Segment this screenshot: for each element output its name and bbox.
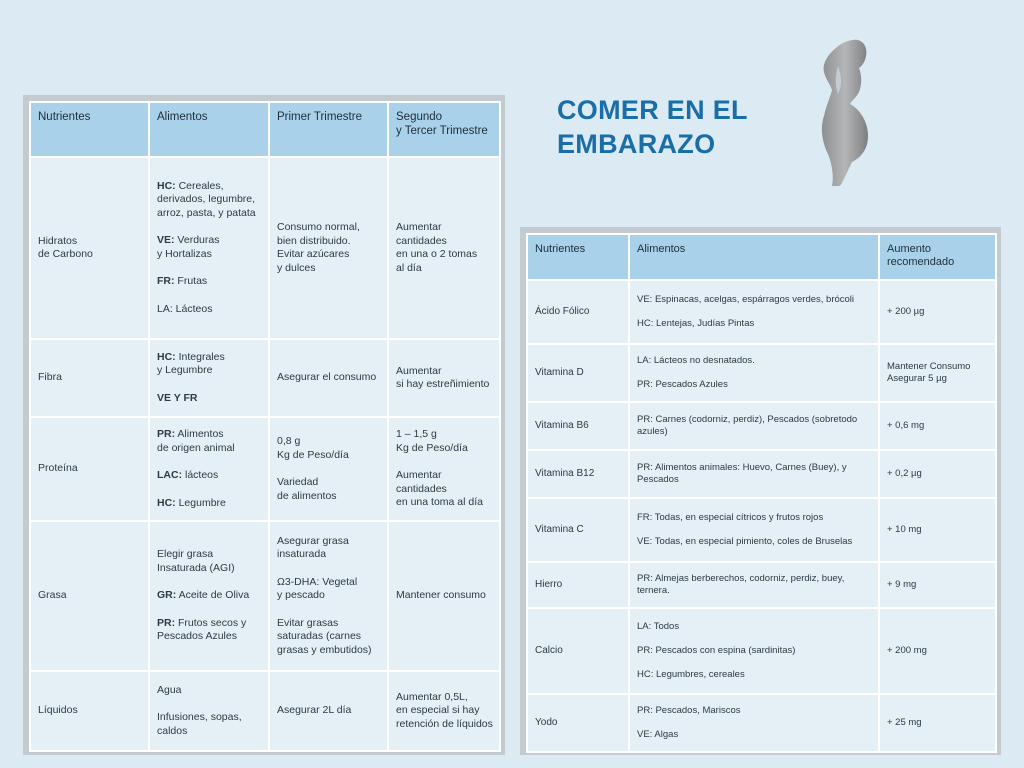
cell-text: VE: Espinacas, acelgas, espárragos verdes, brócoli — [637, 294, 855, 305]
cell-text-bold: PR: — [157, 616, 176, 629]
recommended-increase-cell — [879, 498, 996, 562]
foods-cell — [629, 280, 879, 344]
cell-text: Yodo — [535, 717, 558, 728]
cell-text-part: Alimentos de origen animal — [157, 428, 235, 454]
cell-text: Vitamina C — [535, 524, 584, 535]
cell-text-part: Frutas — [174, 275, 208, 288]
cell-text: Aumentar 0,5L, en especial si hay retención de líquidos — [396, 690, 493, 730]
cell-text: + 25 mg — [887, 717, 922, 728]
foods-cell — [629, 498, 879, 562]
second-third-trimester-cell — [388, 339, 500, 417]
nutrients-trimester-table — [29, 101, 501, 752]
vitamins-minerals-table — [526, 233, 997, 753]
column-header: Alimentos — [149, 102, 269, 157]
cell-text: Ácido Fólico — [535, 306, 590, 317]
cell-text — [157, 234, 262, 261]
cell-text: Evitar grasas saturadas (carnes grasas y embutidos) — [277, 616, 372, 656]
nutrient-cell — [30, 157, 149, 339]
page-title — [557, 93, 748, 161]
cell-text — [157, 589, 262, 603]
recommended-increase-cell — [879, 280, 996, 344]
cell-text: Grasa — [38, 589, 67, 602]
cell-text: 0,8 g Kg de Peso/día — [277, 435, 349, 461]
nutrient-cell — [527, 498, 629, 562]
cell-text-bold: VE Y FR — [157, 391, 198, 404]
second-third-trimester-cell — [388, 157, 500, 339]
cell-text: PR: Carnes (codorniz, perdiz), Pescados (sobretodo azules) — [637, 414, 858, 437]
cell-text-bold: HC: — [157, 350, 176, 363]
vitamins-minerals-table-panel — [520, 227, 1001, 755]
second-third-trimester-cell — [388, 417, 500, 521]
column-header: Segundo y Tercer Trimestre — [388, 102, 500, 157]
nutrient-cell — [527, 608, 629, 694]
nutrient-cell — [30, 339, 149, 417]
cell-text — [157, 711, 262, 738]
table-row — [30, 339, 500, 417]
cell-text-part: Frutos secos y Pescados Azules — [157, 616, 247, 643]
cell-text-bold: FR: — [157, 275, 175, 288]
cell-text: LA: Lácteos no desnatados. — [637, 355, 755, 366]
first-trimester-cell — [269, 417, 388, 521]
column-header: Alimentos — [629, 234, 879, 280]
cell-text: Asegurar 2L día — [277, 704, 352, 717]
cell-text: + 0,6 mg — [887, 420, 925, 431]
cell-text-part: Integrales y Legumbre — [157, 350, 225, 377]
recommended-increase-cell — [879, 694, 996, 752]
nutrient-cell — [527, 562, 629, 608]
pregnant-woman-silhouette-icon — [812, 36, 874, 188]
cell-text: Vitamina D — [535, 367, 584, 378]
table-row — [30, 157, 500, 339]
cell-text: Asegurar el consumo — [277, 371, 377, 384]
column-header: Nutrientes — [30, 102, 149, 157]
cell-text: + 200 µg — [887, 306, 925, 317]
recommended-increase-cell — [879, 402, 996, 450]
recommended-increase-cell — [879, 608, 996, 694]
cell-text — [157, 497, 262, 511]
cell-text-part: Agua — [157, 683, 182, 696]
cell-text: HC: Legumbres, cereales — [637, 669, 745, 680]
cell-text: Aumentar si hay estreñimiento — [396, 364, 490, 390]
cell-text-bold: LAC: — [157, 469, 183, 481]
cell-text: HC: Lentejas, Judías Pintas — [637, 318, 755, 329]
cell-text: FR: Todas, en especial cítricos y frutos rojos — [637, 512, 824, 523]
cell-text — [157, 469, 262, 483]
cell-text: Vitamina B12 — [535, 468, 595, 479]
table-row — [527, 608, 996, 694]
cell-text: PR: Pescados Azules — [637, 379, 728, 390]
cell-text: PR: Alimentos animales: Huevo, Carnes (Buey), y Pescados — [637, 462, 847, 485]
column-header: Nutrientes — [527, 234, 629, 280]
column-header: Aumento recomendado — [879, 234, 996, 280]
cell-text — [157, 617, 262, 644]
cell-text-bold: HC: — [157, 179, 176, 192]
cell-text: PR: Pescados, Mariscos — [637, 705, 741, 716]
cell-text-bold: VE: — [157, 234, 175, 247]
foods-cell — [629, 450, 879, 498]
cell-text: + 9 mg — [887, 579, 917, 590]
cell-text-part: Aceite de Oliva — [176, 589, 250, 602]
cell-text — [157, 180, 262, 221]
cell-text: VE: Todas, en especial pimiento, coles de Bruselas — [637, 536, 853, 547]
table-row — [527, 344, 996, 402]
table-header-row — [30, 102, 500, 157]
foods-cell — [629, 344, 879, 402]
cell-text: PR: Almejas berberechos, codorniz, perdiz, buey, ternera. — [637, 573, 845, 596]
foods-cell — [629, 608, 879, 694]
second-third-trimester-cell — [388, 521, 500, 671]
nutrient-cell — [527, 344, 629, 402]
cell-text: + 200 mg — [887, 645, 927, 656]
cell-text-bold: HC: — [157, 496, 176, 509]
cell-text: 1 – 1,5 g Kg de Peso/día — [396, 428, 468, 454]
cell-text: Hidratos de Carbono — [38, 234, 93, 260]
recommended-increase-cell — [879, 450, 996, 498]
cell-text-part: Verduras y Hortalizas — [157, 234, 220, 260]
nutrient-cell — [527, 280, 629, 344]
page-title-line: COMER EN EL — [557, 95, 748, 125]
table-row — [30, 417, 500, 521]
column-header: Primer Trimestre — [269, 102, 388, 157]
cell-text — [157, 351, 262, 378]
cell-text: Mantener Consumo Asegurar 5 µg — [887, 361, 971, 384]
cell-text-part: Elegir grasa Insaturada (AGI) — [157, 548, 235, 574]
cell-text: Proteína — [38, 462, 78, 475]
table-row — [527, 280, 996, 344]
table-row — [527, 450, 996, 498]
cell-text: Asegurar grasa insaturada — [277, 534, 349, 561]
cell-text-part: LA: Lácteos — [157, 302, 213, 315]
cell-text — [157, 392, 262, 406]
cell-text: PR: Pescados con espina (sardinitas) — [637, 645, 796, 656]
foods-cell — [149, 671, 269, 751]
cell-text-bold: PR: — [157, 428, 176, 440]
cell-text-part: Legumbre — [175, 496, 226, 509]
table-row — [527, 402, 996, 450]
page-title-line: EMBARAZO — [557, 129, 716, 159]
table-row — [527, 562, 996, 608]
cell-text: Líquidos — [38, 704, 78, 717]
cell-text: LA: Todos — [637, 621, 680, 632]
table-header-row — [527, 234, 996, 280]
cell-text: Aumentar cantidades en una toma al día — [396, 469, 483, 509]
nutrient-cell — [30, 671, 149, 751]
cell-text: Variedad de alimentos — [277, 476, 337, 502]
foods-cell — [629, 562, 879, 608]
cell-text-part: lácteos — [182, 469, 219, 481]
first-trimester-cell — [269, 521, 388, 671]
cell-text: Ω3-DHA: Vegetal y pescado — [277, 575, 358, 602]
cell-text: + 0,2 µg — [887, 468, 922, 479]
cell-text: Mantener consumo — [396, 589, 486, 602]
nutrient-cell — [527, 450, 629, 498]
cell-text-part: Infusiones, sopas, caldos — [157, 711, 242, 737]
cell-text: Hierro — [535, 579, 563, 590]
cell-text — [157, 303, 262, 317]
cell-text — [157, 428, 262, 455]
cell-text: Vitamina B6 — [535, 420, 589, 431]
table-row — [30, 521, 500, 671]
second-third-trimester-cell — [388, 671, 500, 751]
table-row — [527, 694, 996, 752]
foods-cell — [629, 402, 879, 450]
first-trimester-cell — [269, 157, 388, 339]
nutrient-cell — [30, 521, 149, 671]
foods-cell — [149, 157, 269, 339]
table-row — [30, 671, 500, 751]
foods-cell — [149, 521, 269, 671]
first-trimester-cell — [269, 671, 388, 751]
nutrient-cell — [30, 417, 149, 521]
recommended-increase-cell — [879, 562, 996, 608]
nutrient-cell — [527, 402, 629, 450]
cell-text: Consumo normal, bien distribuido. Evitar azúcares y dulces — [277, 221, 360, 274]
cell-text — [157, 275, 262, 289]
cell-text: Calcio — [535, 645, 563, 656]
nutrient-cell — [527, 694, 629, 752]
cell-text: Aumentar cantidades en una o 2 tomas al día — [396, 221, 478, 274]
foods-cell — [149, 417, 269, 521]
nutrients-trimester-table-panel — [23, 95, 505, 755]
recommended-increase-cell — [879, 344, 996, 402]
foods-cell — [629, 694, 879, 752]
first-trimester-cell — [269, 339, 388, 417]
foods-cell — [149, 339, 269, 417]
table-row — [527, 498, 996, 562]
cell-text-bold: GR: — [157, 589, 177, 602]
cell-text: VE: Algas — [637, 729, 679, 740]
cell-text: + 10 mg — [887, 524, 922, 535]
cell-text: Fibra — [38, 371, 62, 384]
cell-text — [157, 548, 262, 575]
cell-text-part: Cereales, derivados, legumbre, arroz, pasta, y patata — [157, 179, 256, 219]
cell-text — [157, 684, 262, 698]
